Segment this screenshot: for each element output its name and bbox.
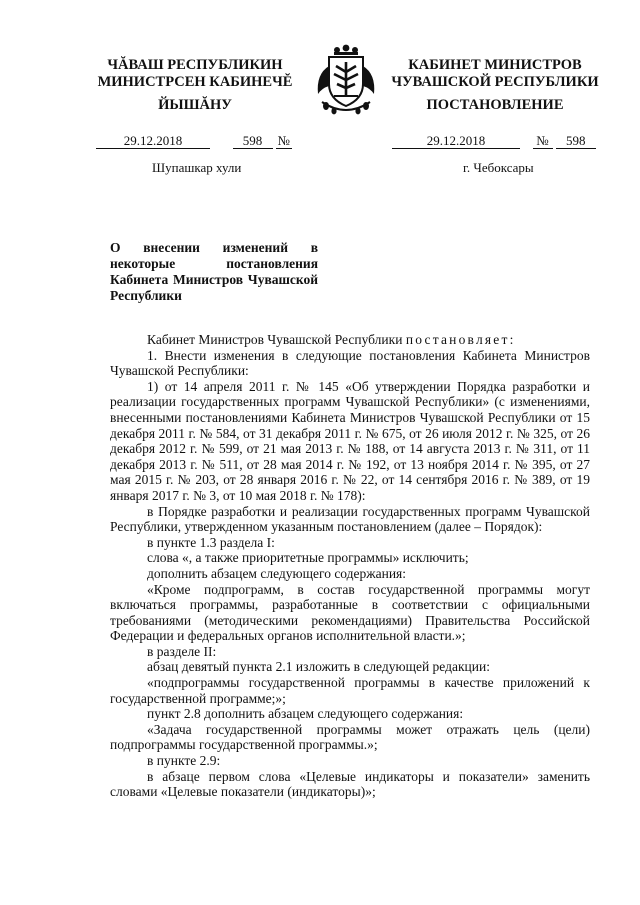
right-place: г. Чебоксары [463, 160, 534, 175]
header-right-line2: ЧУВАШСКОЙ РЕСПУБЛИКИ [391, 74, 599, 90]
chuvash-coat-of-arms-icon [312, 44, 380, 118]
body-paragraph: «Кроме подпрограмм, в состав государственной программы могут включаться программы, разработанные в соответствии с официальными требованиями (методическими рекомендациями) Правительства Российской Федерации и федеральных органов исполнительной власти.»; [110, 581, 590, 644]
right-no-sign: № [533, 134, 553, 149]
body-paragraph: дополнить абзацем следующего содержания: [147, 565, 407, 581]
right-date-number-line [392, 133, 596, 149]
document-title: О внесении изменений в некоторые постановления Кабинета Министров Чувашской Республики [110, 240, 318, 303]
body-paragraph: пункт 2.8 дополнить абзацем следующего содержания: [147, 706, 464, 722]
header-left-line1: ЧĂВАШ РЕСПУБЛИКИН [107, 57, 283, 73]
document-body [110, 332, 590, 800]
right-date: 29.12.2018 [392, 134, 520, 149]
body-paragraph: в пункте 2.9: [147, 753, 221, 769]
body-paragraph: слова «, а также приоритетные программы» исключить; [147, 550, 469, 566]
body-intro-decree: постановляет: [405, 332, 516, 347]
right-number: 598 [556, 134, 596, 149]
left-date-number-line [96, 133, 292, 149]
header-right-org [385, 57, 605, 91]
body-paragraph: «Задача государственной программы может отражать цель (цели) подпрограммы государственной программы.»; [110, 721, 590, 753]
body-paragraph: в разделе II: [147, 643, 217, 659]
body-intro-lead: Кабинет Министров Чувашской Республики [147, 332, 403, 347]
body-paragraph: 1) от 14 апреля 2011 г. № 145 «Об утверждении Порядка разработки и реализации государственных программ Чувашской Республики» (с изменениями, внесенными постановлениями Кабинета Министров Чувашской Республики от 15 декабря 2011 г. № 584, от 31 декабря 2011 г. № 675, от 26 июля 2012 г. № 325, от 26 декабря 2012 г. № 599, от 21 мая 2013 г. № 188, от 14 августа 2013 г. № 311, от 11 декабря 2013 г. № 511, от 28 мая 2014 г. № 192, от 13 ноября 2014 г. № 395, от 27 мая 2015 г. № 203, от 28 января 2016 г. № 22, от 14 сентября 2016 г. № 389, от 19 января 2017 г. № 3, от 10 мая 2018 г. № 178): [110, 378, 590, 503]
header-left-doctype: ЙЫШĂНУ [158, 97, 232, 113]
header-right-doctype: ПОСТАНОВЛЕНИЕ [426, 97, 564, 113]
body-paragraph: в абзаце первом слова «Целевые индикаторы и показатели» заменить словами «Целевые показатели (индикаторы)»; [110, 768, 590, 800]
header-left-org [95, 57, 295, 91]
body-paragraph: «подпрограммы государственной программы в качестве приложений к государственной программе;»; [110, 675, 590, 706]
body-paragraph: абзац девятый пункта 2.1 изложить в следующей редакции: [147, 659, 490, 675]
header-left-line2: МИНИСТРСЕН КАБИНЕЧĔ [97, 74, 293, 90]
header-right-line1: КАБИНЕТ МИНИСТРОВ [408, 57, 582, 73]
body-paragraph: в пункте 1.3 раздела I: [147, 534, 275, 550]
body-paragraph: в Порядке разработки и реализации государственных программ Чувашской Республики, утвержденном указанным постановлением (далее – Порядок): [110, 503, 590, 535]
body-paragraph: 1. Внести изменения в следующие постановления Кабинета Министров Чувашской Республики: [110, 347, 590, 379]
left-date: 29.12.2018 [96, 134, 210, 149]
left-place: Шупашкар хули [152, 160, 242, 175]
body-intro [110, 332, 590, 348]
left-number: 598 [233, 134, 273, 149]
left-no-sign: № [277, 133, 290, 148]
